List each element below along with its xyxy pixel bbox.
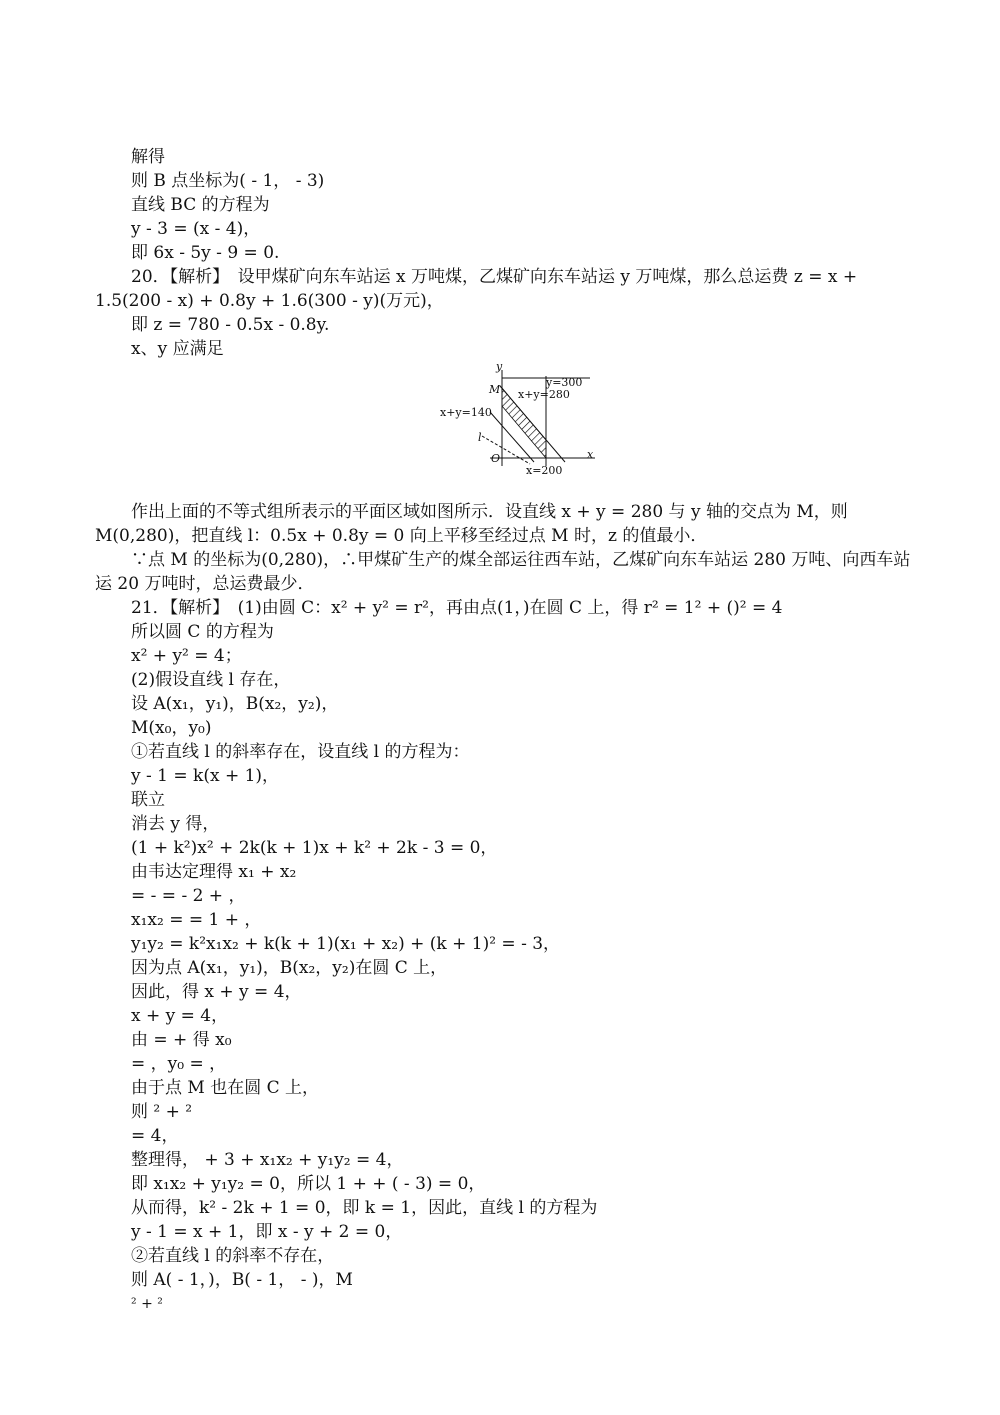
text-line: 由韦达定理得 x₁ + x₂ (131, 862, 297, 882)
text-line: 即 x₁x₂ + y₁y₂ = 0，所以 1 + + ( - 3) = 0， (131, 1174, 486, 1194)
text-line: y₁y₂ = k²x₁x₂ + k(k + 1)(x₁ + x₂) + (k + 1)² = - 3， (131, 934, 561, 954)
text-line: 20．【解析】 设甲煤矿向东车站运 x 万吨煤，乙煤矿向东车站运 y 万吨煤，那么总运费 z = x + (131, 267, 858, 287)
text-line: 整理得， + 3 + x₁x₂ + y₁y₂ = 4， (131, 1150, 404, 1170)
y300-label: y=300 (546, 376, 583, 389)
text-line: y - 1 = x + 1，即 x - y + 2 = 0， (131, 1222, 403, 1242)
text-line: (1 + k²)x² + 2k(k + 1)x + k² + 2k - 3 = 0， (131, 838, 498, 858)
text-line: ①若直线 l 的斜率存在，设直线 l 的方程为： (131, 742, 470, 762)
text-line: 作出上面的不等式组所表示的平面区域如图所示．设直线 x + y = 280 与 y 轴的交点为 M，则 (131, 502, 848, 522)
text-line: 21．【解析】 (1)由圆 C：x² + y² = r²，再由点(1，)在圆 C 上，得 r² = 1² + ()² = 4 (131, 598, 783, 618)
text-line: 则 ² + ² (131, 1102, 193, 1122)
text-line: 从而得，k² - 2k + 1 = 0，即 k = 1，因此，直线 l 的方程为 (131, 1198, 598, 1218)
xy280-label: x+y=280 (518, 388, 570, 401)
text-line: = ，y₀ = ， (131, 1054, 227, 1074)
text-line: y - 3 = (x - 4)， (131, 219, 261, 239)
x200-label: x=200 (526, 464, 563, 477)
text-line: 直线 BC 的方程为 (131, 195, 270, 215)
text-line: 则 B 点坐标为( - 1， - 3) (131, 171, 325, 191)
text-line: x₁x₂ = = 1 + ， (131, 910, 262, 930)
text-line: y - 1 = k(x + 1)， (131, 766, 280, 786)
text-line: ∵点 M 的坐标为(0,280)，∴甲煤矿生产的煤全部运往西车站，乙煤矿向东车站运 280 万吨、向西车站 (131, 550, 911, 570)
text-line: M(0,280)，把直线 l：0.5x + 0.8y = 0 向上平移至经过点 M 时，z 的值最小． (95, 526, 708, 546)
text-line: x、y 应满足 (131, 339, 224, 359)
y-axis-label: y (496, 360, 503, 373)
text-line: 设 A(x₁，y₁)，B(x₂，y₂)， (131, 694, 339, 714)
text-line: ②若直线 l 的斜率不存在， (131, 1246, 335, 1266)
x-axis-label: x (587, 448, 594, 461)
xy140-label: x+y=140 (440, 406, 492, 419)
text-line: 因为点 A(x₁，y₁)，B(x₂，y₂)在圆 C 上， (131, 958, 448, 978)
text-line: 由于点 M 也在圆 C 上， (131, 1078, 320, 1098)
text-line: = 4， (131, 1126, 179, 1146)
line-l-label: l (478, 431, 482, 444)
text-line: M(x₀，y₀) (131, 718, 212, 738)
text-line: = - = - 2 + ， (131, 886, 246, 906)
text-line: 即 6x - 5y - 9 = 0. (131, 243, 280, 263)
text-line: 1.5(200 - x) + 0.8y + 1.6(300 - y)(万元)， (95, 291, 444, 311)
text-line: x + y = 4， (131, 1006, 229, 1026)
point-m-label: M (489, 383, 501, 396)
text-line: 因此，得 x + y = 4， (131, 982, 302, 1002)
text-line: 即 z = 780 - 0.5x - 0.8y. (131, 315, 330, 335)
origin-label: O (491, 452, 501, 465)
text-line: 解得 (131, 147, 165, 167)
text-line: 运 20 万吨时，总运费最少． (95, 574, 315, 594)
text-line: 所以圆 C 的方程为 (131, 622, 274, 642)
text-line: 由 = + 得 x₀ (131, 1030, 232, 1050)
text-line: 消去 y 得， (131, 814, 220, 834)
text-line: (2)假设直线 l 存在， (131, 670, 291, 690)
feasible-region-figure (430, 358, 610, 478)
text-line: x² + y² = 4； (131, 646, 242, 666)
text-line: ² + ² (131, 1296, 163, 1312)
text-line: 联立 (131, 790, 165, 810)
text-line: 则 A( - 1，)，B( - 1， - )，M (131, 1270, 353, 1290)
